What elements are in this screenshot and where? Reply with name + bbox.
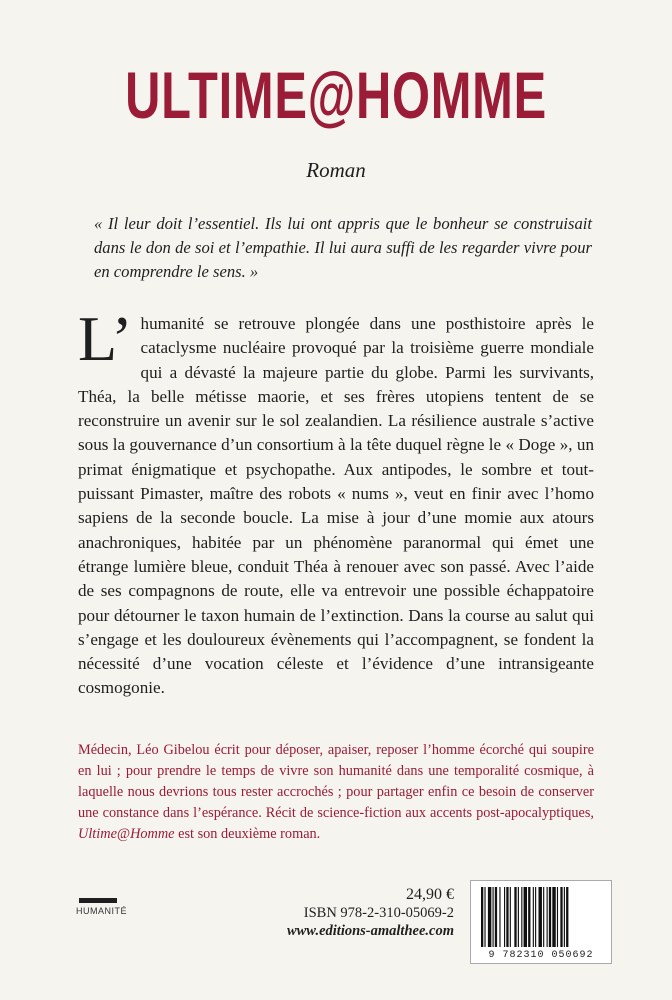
synopsis-text: humanité se retrouve plongée dans une posthistoire après le cataclysme nucléaire provoqué par la troisième guerre mondiale qui a dévasté la majeure partie du globe. Parmi les survivants, Théa, la belle métisse maorie, et ses frères utopiens tentent de se reconstruire un avenir sur le sol zealandien. La résilience australe s’active sous la gouvernance d’un consortium à la tête duquel règne le « Doge », un primat énigmatique et psychopathe. Aux antipodes, le sombre et tout-puissant Pimaster, maître des robots « nums », veut en finir avec l’homo sapiens de la seconde boucle. La mise à jour d’une momie aux atours anachroniques, habitée par un phénomène paranormal qui émet une étrange lumière bleue, conduit Théa à renouer avec son passé. Avec l’aide de ses compagnons de route, elle va entrevoir une possible échappatoire pour détourner le taxon humain de l’extinction. Dans la course au salut qui s’engage et les douloureux évènements qui l’accompagnent, se fondent la nécessité d’une vocation céleste et l’évidence d’une intransigeante cosmogonie. xyxy=(78,314,594,698)
bio-ending: est son deuxième roman. xyxy=(174,826,321,842)
price: 24,90 € xyxy=(406,886,454,903)
synopsis xyxy=(78,303,594,701)
barcode xyxy=(470,880,612,964)
logo-text: HUMANITÉ xyxy=(76,906,127,916)
logo-bar-icon xyxy=(79,898,117,903)
bio-book-title: Ultime@Homme xyxy=(78,826,175,842)
barcode-digits: 9 782310 050692 xyxy=(488,950,594,961)
author-bio xyxy=(78,740,594,845)
price-isbn-block xyxy=(287,886,454,940)
book-subtitle: Roman xyxy=(306,158,366,182)
epigraph-quote: « Il leur doit l’essentiel. Ils lui ont appris que le bonheur se construisait dans le don de soi et l’empathie. Il lui aura suffi de les regarder vivre pour en comprendre le sens. » xyxy=(94,214,592,281)
isbn: ISBN 978-2-310-05069-2 xyxy=(303,905,454,921)
book-title: ULTIME@HOMME xyxy=(125,58,547,132)
drop-cap: L’ xyxy=(78,303,133,374)
publisher-logo xyxy=(76,898,156,916)
bio-text: Médecin, Léo Gibelou écrit pour déposer, apaiser, reposer l’homme écorché qui soupire en lui ; pour prendre le temps de vivre son humanité dans une temporalité cosmique, à laquelle nous devrions tous rester accrochés ; pour partager enfin ce besoin de conserver une constance dans l’espérance. Récit de science-fiction aux accents post-apocalyptiques, xyxy=(78,742,594,821)
barcode-bars-icon xyxy=(481,887,601,947)
website-link[interactable]: www.editions-amalthee.com xyxy=(286,923,454,939)
